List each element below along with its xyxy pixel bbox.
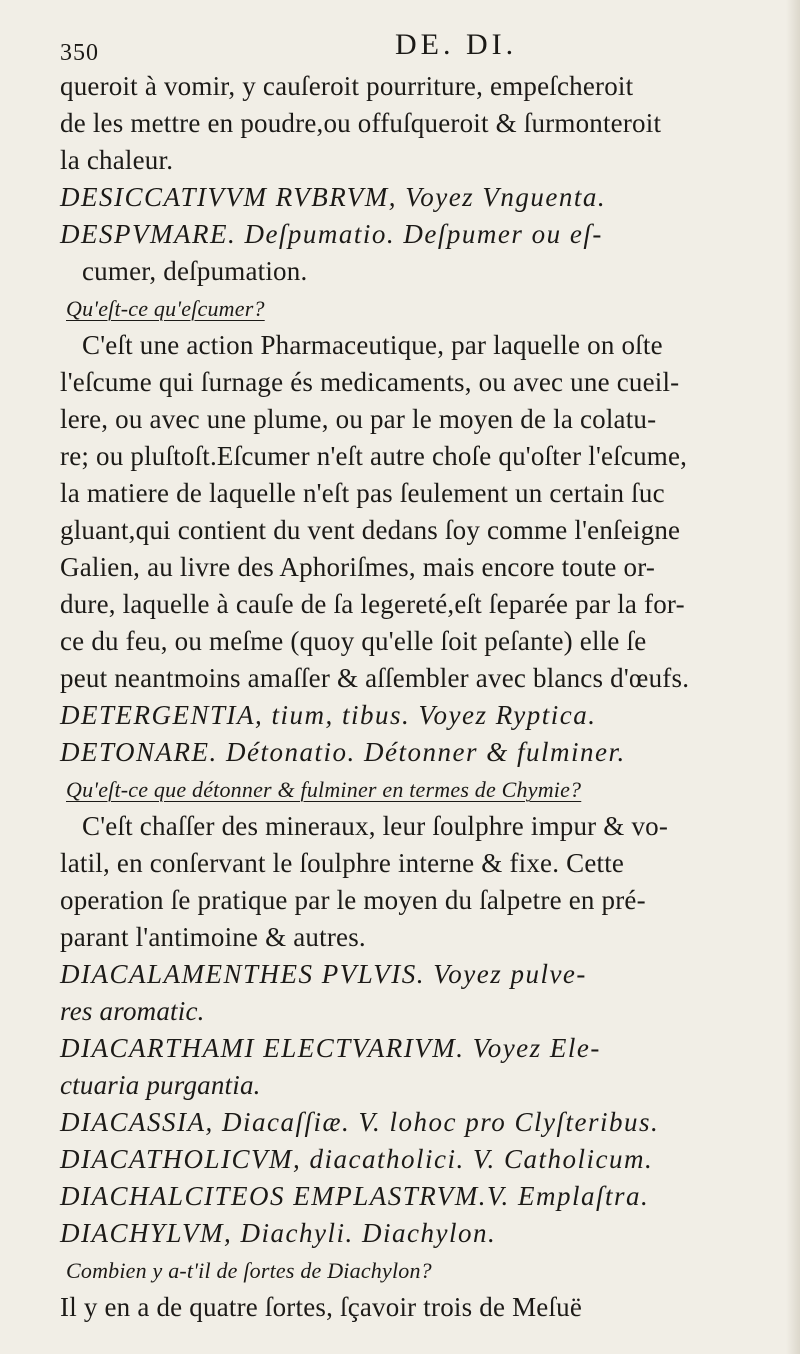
text-line: C'eſt une action Pharmaceutique, par laquelle on oſte xyxy=(82,330,663,360)
page-text xyxy=(60,68,785,1326)
text-line: dure, laquelle à cauſe de ſa legereté,eſt ſeparée par la for- xyxy=(60,589,685,619)
question-line: Qu'eſt-ce qu'eſcumer? xyxy=(66,296,265,321)
page-number: 350 xyxy=(60,40,99,66)
text-line: la matiere de laquelle n'eſt pas ſeulement un certain ſuc xyxy=(60,478,665,508)
entry-heading: DIACARTHAMI ELECTVARIVM. Voyez Ele- xyxy=(60,1033,601,1063)
text-line: gluant,qui contient du vent dedans ſoy comme l'enſeigne xyxy=(60,515,681,545)
entry-heading: DETERGENTIA, tium, tibus. Voyez Ryptica. xyxy=(60,700,597,730)
text-line: res aromatic. xyxy=(60,996,205,1026)
text-line: Il y en a de quatre ſortes, ſçavoir trois de Meſuë xyxy=(60,1292,583,1322)
entry-heading: DIACATHOLICVM, diacatholici. V. Catholicum. xyxy=(60,1144,654,1174)
running-head: DE. DI. xyxy=(395,28,518,61)
text-line: C'eſt chaſſer des mineraux, leur ſoulphre impur & vo- xyxy=(82,811,669,841)
entry-heading: DETONARE. Détonatio. Détonner & fulminer. xyxy=(60,737,626,767)
entry-heading: DESICCATIVVM RVBRVM, Voyez Vnguenta. xyxy=(60,182,607,212)
entry-heading: DIACHYLVM, Diachyli. Diachylon. xyxy=(60,1218,497,1248)
text-line: queroit à vomir, y cauſeroit pourriture, empeſcheroit xyxy=(60,71,634,101)
text-line: l'eſcume qui ſurnage és medicaments, ou avec une cueil- xyxy=(60,367,680,397)
text-line: ctuaria purgantia. xyxy=(60,1070,261,1100)
text-line: de les mettre en poudre,ou offuſqueroit & ſurmonteroit xyxy=(60,108,662,138)
text-line: latil, en conſervant le ſoulphre interne & fixe. Cette xyxy=(60,848,625,878)
text-line: lere, ou avec une plume, ou par le moyen de la colatu- xyxy=(60,404,657,434)
text-line: cumer, deſpumation. xyxy=(82,256,308,286)
text-line: re; ou pluſtoſt.Eſcumer n'eſt autre choſe qu'oſter l'eſcume, xyxy=(60,441,688,471)
text-line: ce du feu, ou meſme (quoy qu'elle ſoit peſante) elle ſe xyxy=(60,626,647,656)
page-edge xyxy=(786,0,800,1354)
text-line: la chaleur. xyxy=(60,145,174,175)
entry-heading: DIACALAMENTHES PVLVIS. Voyez pulve- xyxy=(60,959,587,989)
text-line: parant l'antimoine & autres. xyxy=(60,922,366,952)
question-line: Qu'eſt-ce que détonner & fulminer en termes de Chymie? xyxy=(66,777,582,802)
question-line: Combien y a-t'il de ſortes de Diachylon? xyxy=(66,1258,432,1283)
text-line: Galien, au livre des Aphoriſmes, mais encore toute or- xyxy=(60,552,656,582)
entry-heading: DIACHALCITEOS EMPLASTRVM.V. Emplaſtra. xyxy=(60,1181,650,1211)
text-line: operation ſe pratique par le moyen du ſalpetre en pré- xyxy=(60,885,646,915)
text-line: peut neantmoins amaſſer & aſſembler avec blancs d'œufs. xyxy=(60,663,690,693)
entry-heading: DESPVMARE. Deſpumatio. Deſpumer ou eſ- xyxy=(60,219,603,249)
entry-heading: DIACASSIA, Diacaſſiæ. V. lohoc pro Clyſteribus. xyxy=(60,1107,660,1137)
page-header xyxy=(60,28,760,72)
